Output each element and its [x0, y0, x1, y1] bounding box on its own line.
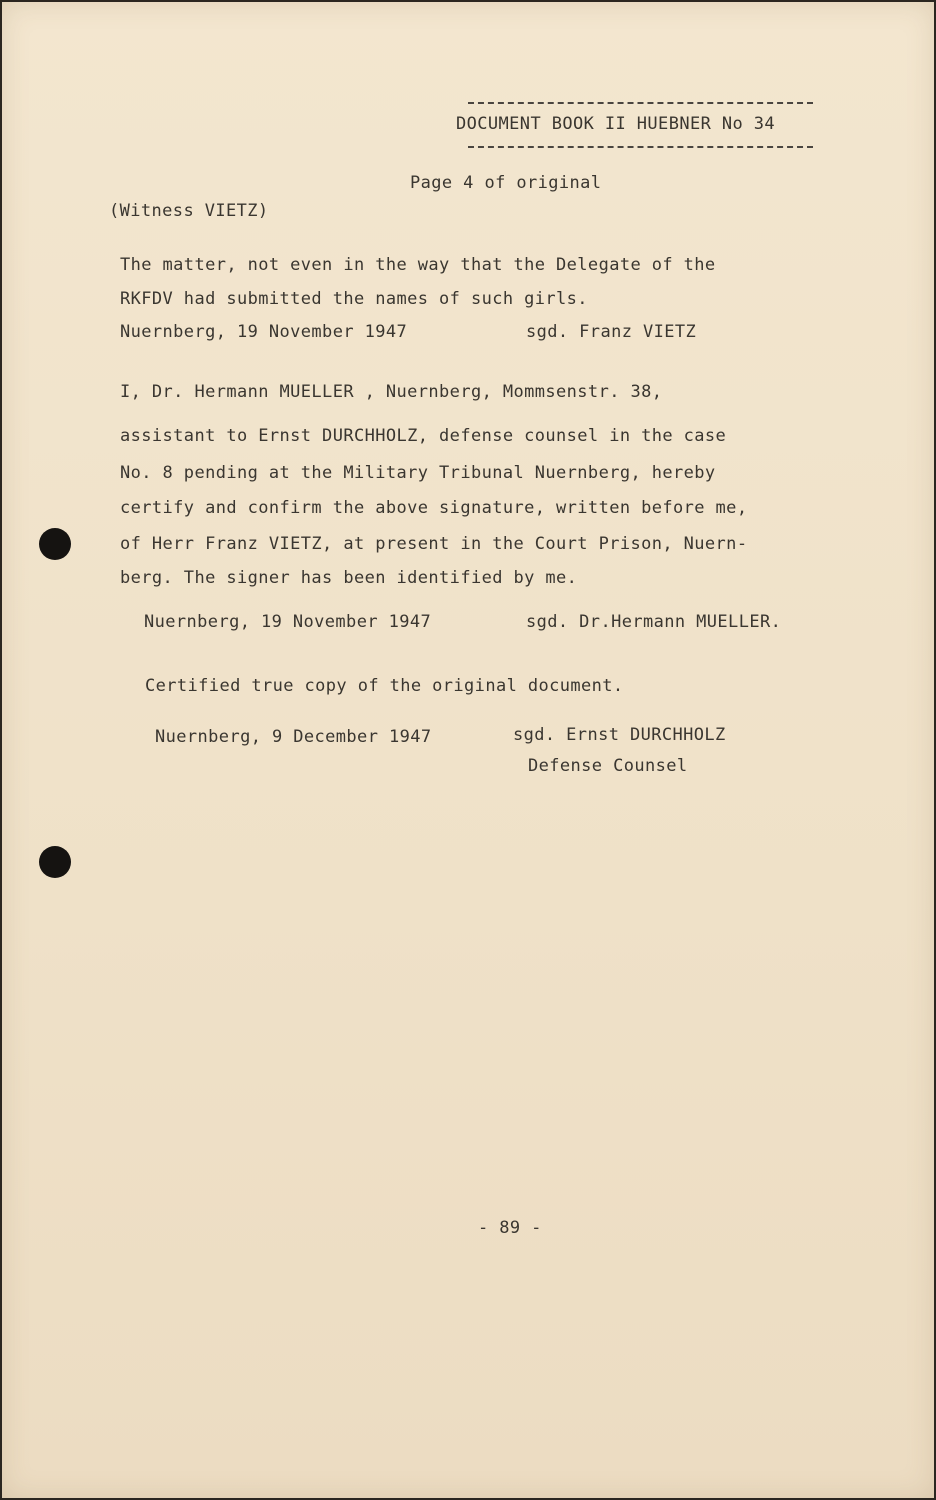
certification-line: assistant to Ernst DURCHHOLZ, defense counsel in the case [120, 426, 727, 446]
document-reference: DOCUMENT BOOK II HUEBNER No 34 [456, 114, 776, 134]
witness-label: (Witness VIETZ) [109, 201, 269, 221]
page-of-original: Page 4 of original [410, 173, 602, 193]
header-rule-top [468, 102, 813, 104]
certification-line: berg. The signer has been identified by me. [120, 568, 578, 588]
page-number: - 89 - [478, 1218, 542, 1238]
signature-3-place-date: Nuernberg, 9 December 1947 [155, 727, 432, 747]
signature-1-name: sgd. Franz VIETZ [526, 322, 697, 342]
certification-line: of Herr Franz VIETZ, at present in the Court Prison, Nuern- [120, 534, 748, 554]
signature-2-name: sgd. Dr.Hermann MUELLER. [526, 612, 782, 632]
signature-2-place-date: Nuernberg, 19 November 1947 [144, 612, 432, 632]
certified-copy-statement: Certified true copy of the original document. [145, 676, 624, 696]
punch-hole-top [39, 528, 71, 560]
signature-1-place-date: Nuernberg, 19 November 1947 [120, 322, 408, 342]
body-line: The matter, not even in the way that the Delegate of the [120, 255, 716, 275]
header-rule-bottom [468, 146, 813, 148]
signature-3-title: Defense Counsel [528, 756, 688, 776]
body-line: RKFDV had submitted the names of such girls. [120, 289, 588, 309]
certification-line: I, Dr. Hermann MUELLER , Nuernberg, Mommsenstr. 38, [120, 382, 663, 402]
punch-hole-bottom [39, 846, 71, 878]
certification-line: No. 8 pending at the Military Tribunal Nuernberg, hereby [120, 463, 716, 483]
certification-line: certify and confirm the above signature, written before me, [120, 498, 748, 518]
signature-3-name: sgd. Ernst DURCHHOLZ [513, 725, 726, 745]
